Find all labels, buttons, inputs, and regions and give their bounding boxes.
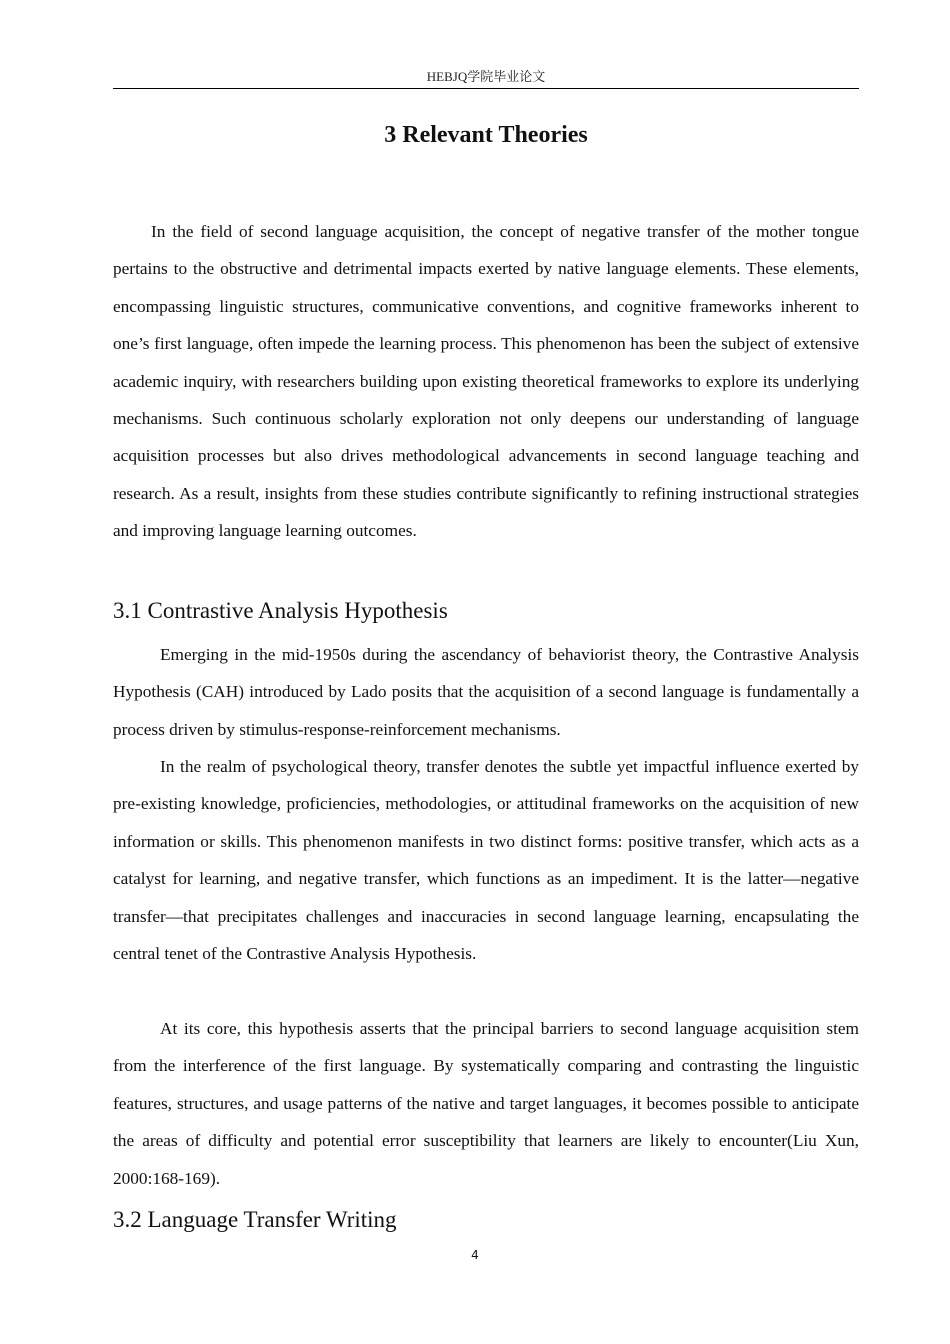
chapter-title: 3 Relevant Theories xyxy=(384,122,588,148)
section-heading-3-2: 3.2 Language Transfer Writing xyxy=(113,1207,397,1232)
running-header: HEBJQ学院毕业论文 xyxy=(113,66,859,89)
body-paragraph: Emerging in the mid-1950s during the ascendancy of behaviorist theory, the Contrastive Analysis Hypothesis (CAH) introduced by Lado posits that the acquisition of a second language is fundamentally a process driven by stimulus-response-reinforcement mechanisms. xyxy=(113,645,859,739)
section-heading-3-1: 3.1 Contrastive Analysis Hypothesis xyxy=(113,598,448,623)
intro-paragraph: In the field of second language acquisition, the concept of negative transfer of the mother tongue pertains to the obstructive and detrimental impacts exerted by native language elements. These elements, encompassing linguistic structures, communicative conventions, and cognitive frameworks inherent to one’s first language, often impede the learning process. This phenomenon has been the subject of extensive academic inquiry, with researchers building upon existing theoretical frameworks to explore its underlying mechanisms. Such continuous scholarly exploration not only deepens our understanding of language acquisition processes but also drives methodological advancements in second language teaching and research. As a result, insights from these studies contribute significantly to refining instructional strategies and improving language learning outcomes. xyxy=(113,222,859,541)
page-number: 4 xyxy=(471,1248,479,1262)
body-paragraph: At its core, this hypothesis asserts that the principal barriers to second language acquisition stem from the interference of the first language. By systematically comparing and contrasting the linguistic features, structures, and usage patterns of the native and target languages, it becomes possible to anticipate the areas of difficulty and potential error susceptibility that learners are likely to encounter(Liu Xun, 2000:168-169). xyxy=(113,1019,859,1188)
body-paragraph: In the realm of psychological theory, transfer denotes the subtle yet impactful influence exerted by pre-existing knowledge, proficiencies, methodologies, or attitudinal frameworks on the acquisition of new information or skills. This phenomenon manifests in two distinct forms: positive transfer, which acts as a catalyst for learning, and negative transfer, which functions as an impediment. It is the latter—negative transfer—that precipitates challenges and inaccuracies in second language learning, encapsulating the central tenet of the Contrastive Analysis Hypothesis. xyxy=(113,757,859,964)
